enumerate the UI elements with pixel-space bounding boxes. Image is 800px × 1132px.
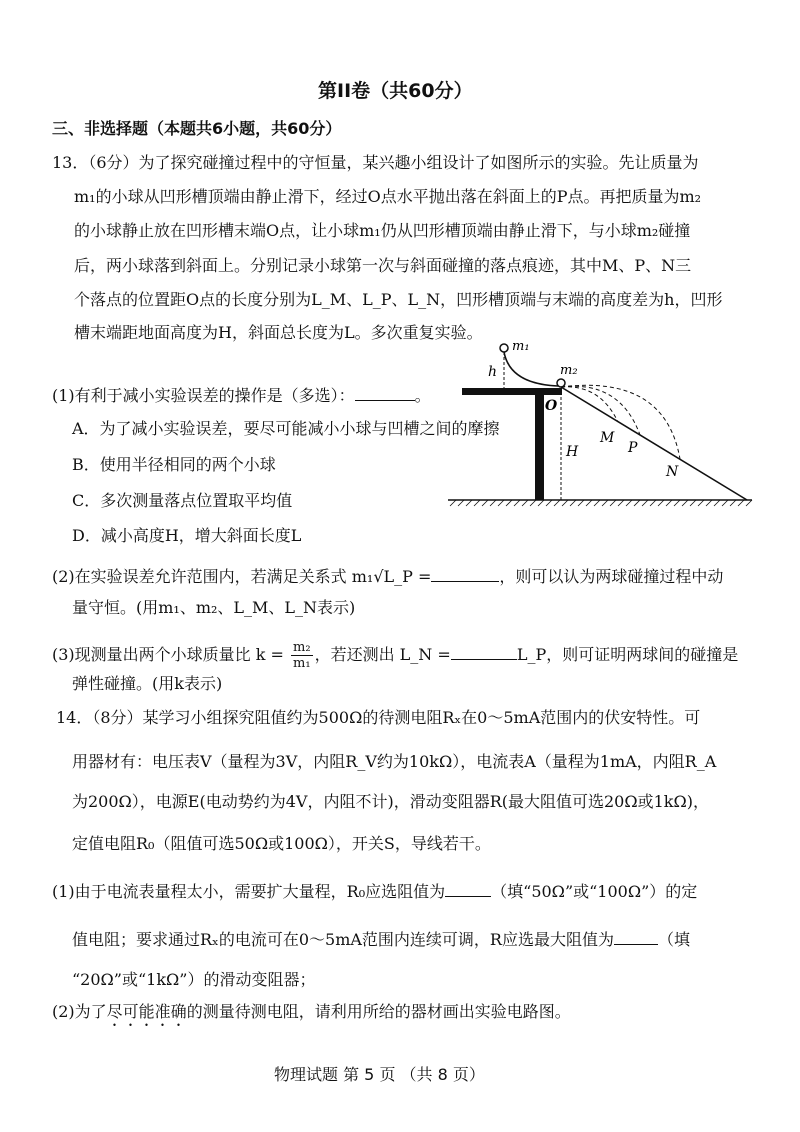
- q13-line-4: 后，两小球落到斜面上。分别记录小球第一次与斜面碰撞的落点痕迹，其中M、P、N三: [74, 256, 692, 275]
- ball-m2: [557, 379, 565, 387]
- q13-part3-answer-blank[interactable]: [451, 643, 517, 660]
- q13-part2-line1: [52, 565, 723, 587]
- q13-part2-answer-blank[interactable]: [431, 565, 499, 582]
- q13-part3-denominator: m₁: [293, 656, 311, 671]
- section-title: 第II卷（共60分）: [318, 80, 473, 102]
- q14-line-4: 定值电阻R₀（阻值可选50Ω或100Ω），开关S，导线若干。: [72, 834, 491, 853]
- q13-part2-line2: 量守恒。(用m₁、m₂、L_M、L_N表示): [72, 598, 356, 617]
- label-m1: m₁: [512, 339, 530, 354]
- page-footer: 物理试题 第 5 页 （共 8 页）: [274, 1065, 485, 1084]
- label-M: M: [600, 430, 615, 446]
- q13-part3-line2: 弹性碰撞。(用k表示): [72, 674, 223, 693]
- q13-line-2: m₁的小球从凹形槽顶端由静止滑下，经过O点水平抛出落在斜面上的P点。再把质量为m₂: [74, 187, 702, 206]
- label-N: N: [666, 464, 679, 480]
- q14-part1-text-b: （填“50Ω”或“100Ω”）的定: [491, 882, 698, 901]
- ground-hatching: [450, 500, 752, 506]
- q14-part1-line2: [72, 928, 690, 950]
- q13-part3-text-b: ，若还测出 L_N =: [314, 645, 451, 664]
- q13-line-6: 槽末端距地面高度为H，斜面总长度为L。多次重复实验。: [74, 323, 483, 342]
- q14-part2-prefix: (2)为了: [52, 1002, 107, 1021]
- incline: [561, 387, 747, 500]
- q13-part3-k: k =: [255, 645, 284, 664]
- q13-part3-numerator: m₂: [293, 640, 311, 655]
- q13-option-a: A．为了减小实验误差，要尽可能减小小球与凹槽之间的摩擦: [72, 419, 500, 438]
- q13-part2-text-b: ，则可以认为两球碰撞过程中动: [499, 567, 724, 586]
- experiment-figure: [440, 332, 760, 520]
- curved-groove: [504, 352, 558, 386]
- q13-part3-fraction: [291, 640, 313, 671]
- q13-line-3: 的小球静止放在凹形槽末端O点，让小球m₁仍从凹形槽顶端由静止滑下，与小球m₂碰撞: [74, 221, 691, 240]
- q13-option-c: C．多次测量落点位置取平均值: [72, 491, 293, 510]
- q14-part2-emphasis: 尽可能准确: [106, 1002, 187, 1021]
- q13-part1-end: 。: [414, 386, 431, 405]
- q14-part1-text-c: 值电阻；要求通过Rₓ的电流可在0～5mA范围内连续可调，R应选最大阻值为: [72, 930, 614, 949]
- table-top: [462, 388, 562, 395]
- q13-part1: [52, 384, 431, 406]
- q13-part3-text-a: (3)现测量出两个小球质量比: [52, 645, 251, 664]
- label-H: H: [566, 444, 579, 460]
- q13-part3-line1: [52, 640, 738, 671]
- part-heading: 三、非选择题（本题共6小题，共60分）: [52, 119, 342, 138]
- label-O: O: [545, 398, 558, 414]
- q13-part3-text-c: L_P，则可证明两球间的碰撞是: [516, 645, 739, 664]
- q14-part1-blank-r0[interactable]: [445, 880, 491, 897]
- label-h: h: [488, 364, 498, 380]
- q13-part2-text-a: (2)在实验误差允许范围内，若满足关系式 m₁√L_P =: [52, 567, 432, 586]
- label-m2: m₂: [560, 363, 578, 378]
- label-P: P: [628, 440, 638, 456]
- q14-line-1: 14．（8分）某学习小组探究阻值约为500Ω的待测电阻Rₓ在0～5mA范围内的伏安特性。可: [56, 708, 701, 727]
- q14-part1-text-a: (1)由于电流表量程太小，需要扩大量程，R₀应选阻值为: [52, 882, 446, 901]
- q13-part1-answer-blank[interactable]: [355, 384, 415, 401]
- q13-option-d: D．减小高度H，增大斜面长度L: [72, 526, 302, 545]
- q13-option-b: B．使用半径相同的两个小球: [72, 455, 276, 474]
- table-leg: [535, 395, 544, 500]
- q13-line-5: 个落点的位置距O点的长度分别为L_M、L_P、L_N，凹形槽顶端与末端的高度差为h，凹形: [74, 290, 723, 309]
- q14-line-2: 用器材有：电压表V（量程为3V，内阻R_V约为10kΩ），电流表A（量程为1mA，内阻R_A: [72, 752, 717, 771]
- q14-part1-text-d: （填: [657, 930, 690, 949]
- q14-line-3: 为200Ω），电源E(电动势约为4V，内阻不计)，滑动变阻器R(最大阻值可选20Ω或1kΩ)，: [72, 792, 710, 811]
- q14-part1-line3: “20Ω”或“1kΩ”）的滑动变阻器；: [72, 970, 316, 989]
- q14-part1-line1: [52, 880, 697, 902]
- q13-part1-prompt: (1)有利于减小实验误差的操作是（多选）：: [52, 386, 355, 405]
- q14-part2: [52, 1002, 571, 1030]
- ball-m1: [500, 344, 508, 352]
- q14-part1-blank-r[interactable]: [614, 928, 658, 945]
- q14-part2-suffix: 的测量待测电阻，请利用所给的器材画出实验电路图。: [186, 1002, 571, 1021]
- q13-line-1: 13．（6分）为了探究碰撞过程中的守恒量，某兴趣小组设计了如图所示的实验。先让质量为: [52, 153, 699, 172]
